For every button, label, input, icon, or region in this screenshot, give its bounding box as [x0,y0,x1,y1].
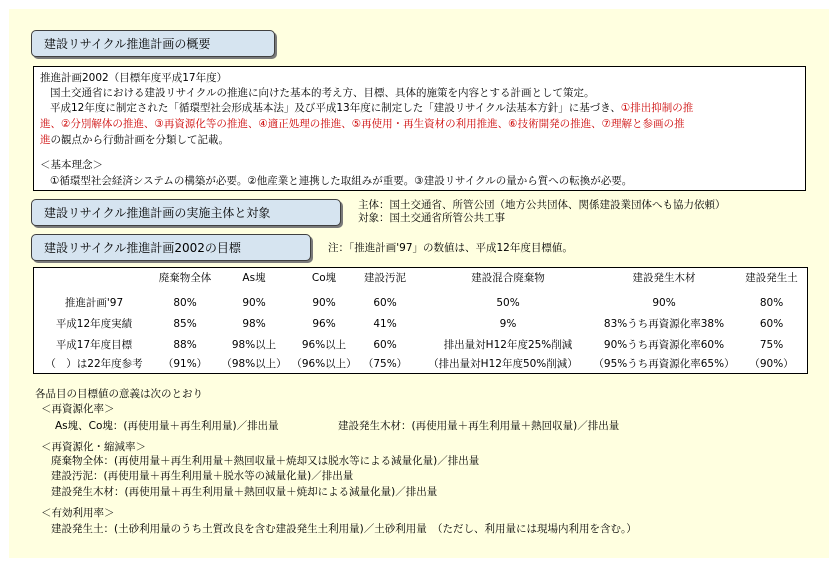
table-cell: （91%） [162,358,208,370]
table-cell: 排出量対H12年度25%削減 [443,339,573,351]
table-cell: 41% [373,318,397,330]
table-cell: 88% [173,339,197,351]
table-cell: 90% [242,297,266,309]
subject-text: 主体：国土交通省、所管公団（地方公共団体、関係建設業団体へも協力依頼） [358,199,726,211]
page [9,9,829,558]
use-heading: ＜有効利用率＞ [41,507,115,519]
table-cell: （98%以上） [221,358,287,370]
overview-box [33,66,806,191]
overview-line1: 国土交通省における建設リサイクルの推進に向けた基本的考え方、目標、具体的施策を内容とする計画として策定。 [50,87,595,99]
basic-text: ①循環型社会経済システムの構築が必要。②他産業と連携した取組みが重要。③建設リサイクルの量から質への転換が必要。 [50,175,633,187]
table-cell: 96% [312,318,336,330]
overview-line4-text: の観点から行動計画を分類して記載。 [50,134,229,146]
table-cell: 60% [373,339,397,351]
recycle-def-a: As塊、Co塊：(再使用量＋再生利用量)／排出量 [55,420,279,432]
overview-line4-red: 進 [40,134,51,146]
col-header: Co塊 [311,272,337,284]
table-cell: 83%うち再資源化率38% [603,318,725,330]
reduce-def-b: 建設汚泥：(再使用量＋再生利用量＋脱水等の減量化量)／排出量 [51,470,354,482]
table-cell: （95%うち再資源化率65%） [593,358,735,370]
recycle-heading: ＜再資源化率＞ [41,403,115,415]
table-cell: （90%） [749,358,794,370]
table-cell: 98% [242,318,266,330]
overview-line2-red: ①排出抑制の推 [620,102,694,114]
overview-line4 [40,134,229,147]
table-cell: 60% [373,297,397,309]
section-title-goals: 建設リサイクル推進計画2002の目標 [31,234,311,261]
definitions-intro: 各品目の目標値の意義は次のとおり [35,388,203,400]
table-cell: 80% [173,297,197,309]
basic-heading: ＜基本理念＞ [40,159,103,171]
goals-table [33,267,808,374]
table-cell: 50% [496,297,520,309]
row-label: （ ）は22年度参考 [45,358,143,370]
col-header: 建設汚泥 [364,272,406,284]
section-title-subject: 建設リサイクル推進計画の実施主体と対象 [31,199,341,226]
goals-note: 注：「推進計画'97」の数値は、平成12年度目標値。 [328,242,573,254]
table-cell: （96%以上） [291,358,357,370]
reduce-def-a: 廃棄物全体：(再使用量＋再生利用量＋熱回収量＋焼却又は脱水等による減量化量)／排出量 [51,455,480,467]
reduce-heading: ＜再資源化・縮減率＞ [41,441,146,453]
col-header: 建設発生土 [745,272,798,284]
col-header: As塊 [242,272,266,284]
reduce-def-c: 建設発生木材：(再使用量＋再生利用量＋熱回収量＋焼却による減量化量)／排出量 [51,486,438,498]
table-cell: 90% [652,297,676,309]
table-cell: 80% [759,297,784,309]
table-cell: 9% [499,318,517,330]
table-cell: 98%以上 [231,339,277,351]
table-cell: 75% [759,339,784,351]
col-header: 建設混合廃棄物 [471,272,545,284]
plan-heading: 推進計画2002（目標年度平成17年度） [40,72,228,84]
row-label: 平成12年度実績 [55,318,133,330]
table-cell: 90%うち再資源化率60% [603,339,725,351]
overview-line2-text: 平成12年度に制定された「循環型社会形成基本法」及び平成13年度に制定した「建設リサイクル法基本方針」に基づき、 [50,102,621,114]
recycle-def-b: 建設発生木材：(再使用量＋再生利用量＋熱回収量)／排出量 [338,420,620,432]
table-cell: 60% [759,318,784,330]
row-label: 推進計画'97 [64,297,124,309]
col-header: 建設発生木材 [632,272,696,284]
table-cell: 96%以上 [301,339,347,351]
overview-line2 [50,102,693,115]
use-def-a: 建設発生土：(土砂利用量のうち土質改良を含む建設発生土利用量)／土砂利用量 （ただし、利用量には現場内利用を含む。） [51,523,637,535]
table-cell: （75%） [362,358,408,370]
overview-line3: 進、②分別解体の推進、③再資源化等の推進、④適正処理の推進、⑤再使用・再生資材の利用推進、⑥技術開発の推進、⑦理解と参画の推 [40,118,685,130]
table-cell: 90% [312,297,336,309]
table-cell: （排出量対H12年度50%削減） [428,358,578,370]
section-title-overview: 建設リサイクル推進計画の概要 [31,30,275,57]
table-cell: 85% [173,318,197,330]
row-label: 平成17年度目標 [55,339,133,351]
target-text: 対象：国土交通省所管公共工事 [358,212,505,224]
col-header: 廃棄物全体 [158,272,212,284]
